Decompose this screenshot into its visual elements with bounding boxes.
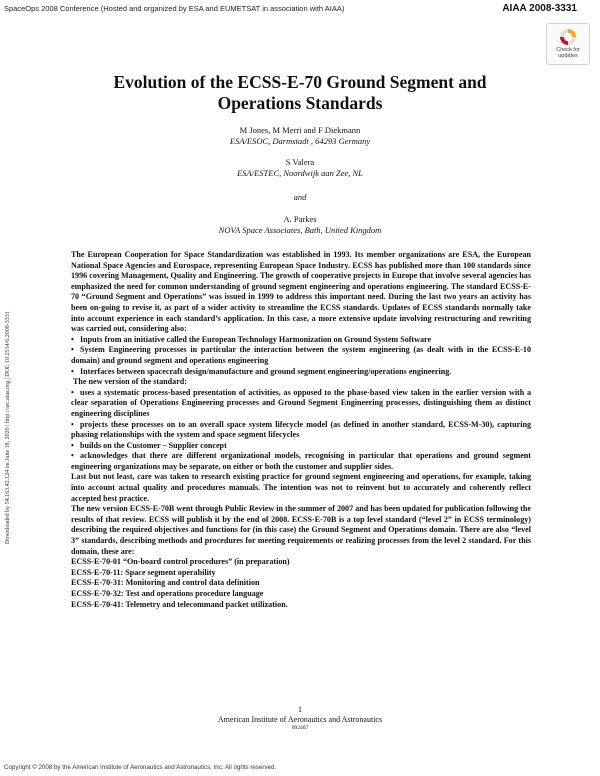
title-line-1: Evolution of the ECSS-E-70 Ground Segment and (113, 72, 487, 92)
paper-id: AIAA 2008-3331 (502, 3, 577, 14)
download-note: Downloaded by 54.163.42.124 on June 18, 2020 | http://arc.aiaa.org | DOI: 10.2514/6.2008-3331 (5, 311, 11, 544)
author-affiliation: NOVA Space Associates, Bath, United Kingdom (218, 225, 382, 235)
publication-paragraph: The new version ECSS-E-70B went through Public Review in the summer of 2007 and has been updated for publication following the results of that review. ECSS will publish it by the end of 2008. ECSS-E-70B is a top level standard (“level 2” in ECSS terminology) describing the required objectives and functions for (in this case) the Ground Segment and Operations domain. There are also “level 3” standards, describing methods and procedures for meeting requirements or realizing processes from the level 2 standard. For this domain, these are: (71, 504, 531, 556)
author-names: M Jones, M Merri and F Diekmann (239, 125, 361, 135)
check-for-updates-badge[interactable] (546, 23, 590, 65)
list-item: • System Engineering processes in particular the interaction between the system engineering (as dealt with in the ECSS-E-10 domain) and ground segment and operations engineering (71, 345, 531, 365)
bullet-icon: • (71, 334, 74, 344)
list-item: • projects these processes on to an overall space system lifecycle model (as defined in another standard, ECSS-M-30), capturing phasing relationships with the system and space segment lifecycles (71, 419, 531, 440)
author-affiliation: ESA/ESTEC, Noordwijk aan Zee, NL (237, 168, 363, 178)
list-item: • uses a systematic process-based presentation of activities, as opposed to the phase-based view taken in the earlier version with a clear separation of Operations Engineering processes and Ground Segment Engineering processes, distinguishing them as distinct engineering disciplines (71, 387, 531, 418)
standard-item: ECSS-E-70-11: Space segment operability (71, 567, 216, 577)
standard-item: ECSS-E-70-01 “On-board control procedures” (in preparation) (71, 557, 290, 567)
bullet-icon: • (71, 387, 74, 397)
bullet-icon: • (71, 419, 74, 429)
list-item: • Inputs from an initiative called the European Technology Harmonization on Ground System Software (71, 334, 432, 344)
list-item: • builds on the Customer – Supplier concept (71, 440, 227, 450)
author-affiliation: ESA/ESOC, Darmstadt , 64293 Germany (229, 136, 371, 146)
list-item: • Interfaces between spacecraft design/manufacture and ground segment engineering/operations engineering. (71, 366, 452, 376)
author-names: A. Parkes (283, 214, 317, 224)
abstract-intro: The European Cooperation for Space Standardization was established in 1993. Its member organizations are ESA, the European National Space Agencies and Eurospace, representing European Space Industry. ECSS has published more than 100 standards since 1996 covering Management, Quality and Engineering. The growth of cooperative projects in Europe that involve several agencies has emphasized the need for common understanding of ground segment engineering and operations engineering. The standard ECSS-E-70 “Ground Segment and Operations” was issued in 1999 to address this important need. During the last two years an activity has been on-going to revise it, as part of a wider activity to streamline the ECSS standards. Updates of ECSS standards normally take into account experience in each standard’s application. In this case, a more extensive update involving restructuring and rewriting was carried out, considering also: (71, 250, 531, 334)
author-block-3 (50, 214, 550, 236)
standard-item: ECSS-E-70-32: Test and operations procedure language (71, 589, 264, 598)
abstract (71, 250, 531, 610)
updates-icon (559, 28, 577, 46)
bullet-icon: • (71, 345, 74, 355)
bullet-icon: • (71, 440, 74, 450)
institute-name: American Institute of Aeronautics and Astronautics (217, 714, 383, 724)
last-point-paragraph: Last but not least, care was taken to research existing practice for ground segment engineering and operations, for example, taking into account actual quality and procedures manuals. The intention was not to reinvent but to accurately and coherently reflect accepted best practice. (71, 472, 531, 503)
standard-item: ECSS-E-70-41: Telemetry and telecommand packet utilization. (71, 599, 288, 609)
author-names: S Valera (285, 157, 315, 167)
new-version-intro: The new version of the standard: (73, 377, 187, 387)
footer-code: 092407 (291, 725, 309, 731)
page-number: 1 (298, 705, 302, 714)
page-footer (50, 705, 550, 734)
bullet-icon: • (71, 451, 74, 461)
conference-header: SpaceOps 2008 Conference (Hosted and organized by ESA and EUMETSAT in association with AIAA) (4, 4, 345, 13)
title-line-2: Operations Standards (217, 93, 383, 113)
author-block-1 (50, 125, 550, 147)
standard-item: ECSS-E-70-31: Monitoring and control data definition (71, 578, 260, 588)
copyright-notice: Copyright © 2008 by the American Institute of Aeronautics and Astronautics, Inc. All rights reserved. (4, 764, 277, 771)
badge-label: Check for updates (556, 47, 580, 59)
author-block-2 (50, 157, 550, 179)
paper-title (50, 72, 550, 114)
and-separator: and (293, 192, 307, 202)
bullet-icon: • (71, 366, 74, 376)
list-item: • acknowledges that there are different organizational models, recognising in particular that operations and ground segment engineering organizations may be separate, on either or both the customer and supplier sides. (71, 451, 531, 471)
